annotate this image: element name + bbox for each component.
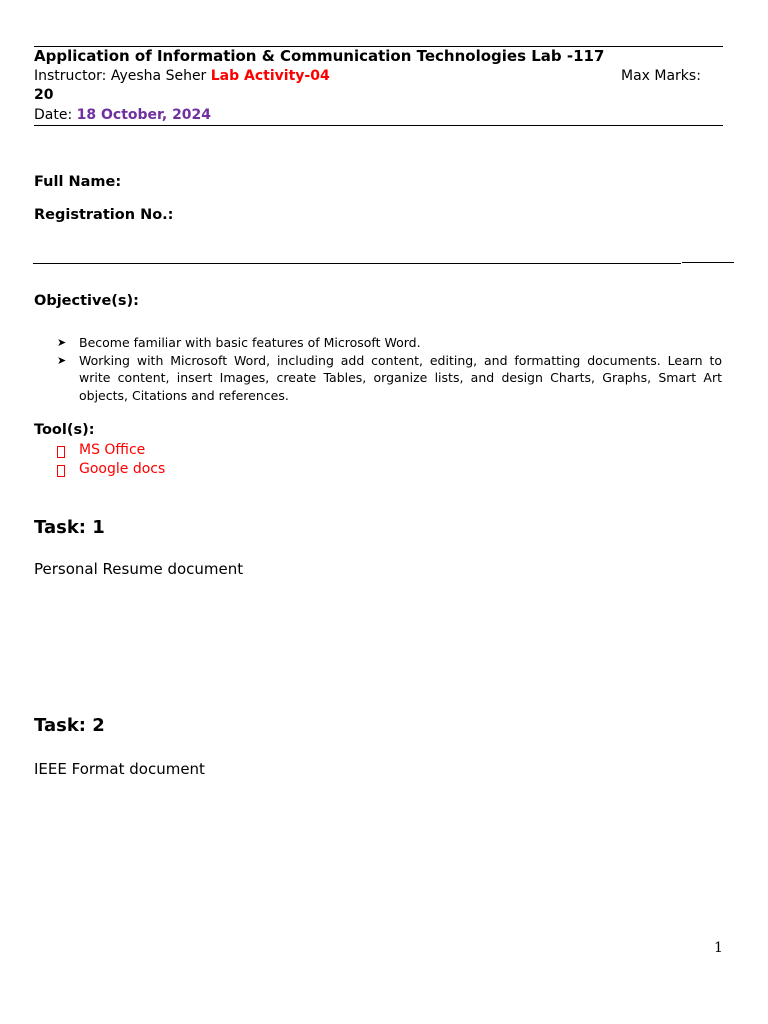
box-bullet-icon — [57, 465, 65, 477]
objective-text: Working with Microsoft Word, including add content, editing, and formatting documents. Learn to write content, insert Images, create Tables, organize lists, and design Charts, Graphs, Smart Art objects, Citations and references. — [79, 352, 722, 403]
box-bullet-icon — [57, 446, 65, 458]
objectives-list — [57, 334, 722, 404]
date-value: 18 October, 2024 — [76, 107, 212, 123]
task-2-description: IEEE Format document — [34, 760, 205, 778]
instructor-line — [34, 68, 330, 84]
date-label: Date: — [34, 107, 77, 123]
tools-heading: Tool(s): — [34, 422, 95, 438]
course-title: Application of Information & Communication Technologies Lab -117 — [34, 47, 605, 65]
date-line — [34, 107, 211, 123]
header-bottom-rule — [34, 125, 723, 126]
lab-activity-label: Lab Activity-04 — [210, 68, 330, 84]
objective-item — [57, 334, 722, 352]
max-marks-label: Max Marks: — [621, 68, 701, 84]
task-1-heading: Task: 1 — [34, 517, 105, 538]
page-number: 1 — [714, 940, 723, 956]
full-name-label: Full Name: — [34, 174, 122, 190]
student-fields-divider-tail — [682, 262, 734, 263]
objectives-heading: Objective(s): — [34, 293, 139, 309]
objective-text: Become familiar with basic features of Microsoft Word. — [79, 335, 421, 350]
tool-item — [57, 441, 165, 460]
tool-label: MS Office — [79, 442, 146, 458]
registration-label: Registration No.: — [34, 207, 174, 223]
tool-item — [57, 460, 165, 479]
task-1-description: Personal Resume document — [34, 560, 244, 578]
arrow-bullet-icon: ➤ — [57, 353, 67, 367]
arrow-bullet-icon: ➤ — [57, 336, 67, 349]
student-fields-divider — [33, 263, 681, 264]
instructor-label: Instructor: Ayesha Seher — [34, 68, 211, 84]
tool-label: Google docs — [79, 461, 166, 477]
objective-item — [57, 352, 722, 405]
max-marks-value: 20 — [34, 87, 54, 103]
task-2-heading: Task: 2 — [34, 715, 105, 736]
tools-list — [57, 441, 165, 479]
